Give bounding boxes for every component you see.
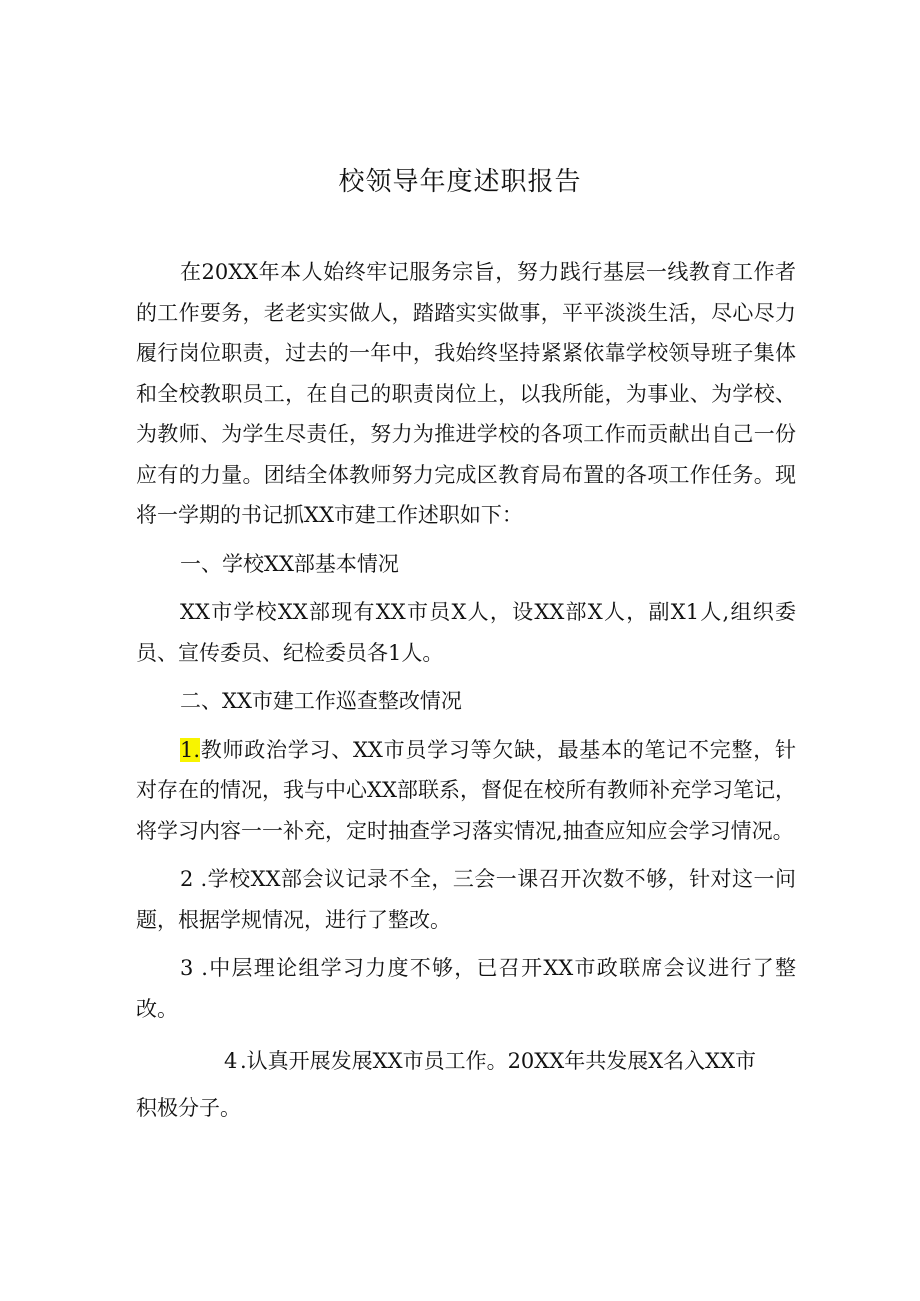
section2-heading: 二、XX市建工作巡查整改情况 bbox=[180, 689, 462, 713]
document-body bbox=[136, 252, 796, 1082]
intro-paragraph: 在20XX年本人始终牢记服务宗旨，努力践行基层一线教育工作者的工作要务，老老实实做人，踏踏实实做事，平平淡淡生活，尽心尽力履行岗位职责，过去的一年中，我始终坚持紧紧依靠学校领导班子集体和全校教职员工，在自己的职责岗位上，以我所能，为事业、为学校、为教师、为学生尽责任，努力为推进学校的各项工作而贡献出自己一份应有的力量。团结全体教师努力完成区教育局布置的各项工作任务。现将一学期的书记抓XX市建工作述职如下： bbox=[136, 260, 796, 527]
item-1-paragraph bbox=[136, 730, 796, 852]
document-title: 校领导年度述职报告 bbox=[338, 167, 582, 197]
item-1-text: 教师政治学习、XX市员学习等欠缺，最基本的笔记不完整，针对存在的情况，我与中心XX部联系，督促在校所有教师补充学习笔记，将学习内容一一补充，定时抽查学习落实情况,抽查应知应会学习情况。 bbox=[136, 737, 796, 843]
item-2-paragraph: 2 .学校XX部会议记录不全，三会一课召开次数不够，针对这一问题，根据学规情况，进行了整改。 bbox=[136, 867, 796, 932]
section1-body: XX市学校XX部现有XX市员X人，设XX部X人，副X1人,组织委员、宣传委员、纪检委员各1人。 bbox=[136, 600, 796, 665]
item-4-continuation: 积极分子。 bbox=[136, 1096, 241, 1120]
item-4-number: 4 bbox=[224, 1049, 238, 1073]
highlighted-item-number: 1. bbox=[180, 737, 201, 762]
item-4-text: .认真开展发展XX市员工作。20XX年共发展X名入XX市 bbox=[240, 1049, 757, 1073]
item-4-paragraph bbox=[136, 1041, 796, 1082]
item-3-paragraph: 3 .中层理论组学习力度不够，已召开XX市政联席会议进行了整改。 bbox=[136, 956, 796, 1021]
section1-heading: 一、学校XX部基本情况 bbox=[180, 551, 399, 576]
